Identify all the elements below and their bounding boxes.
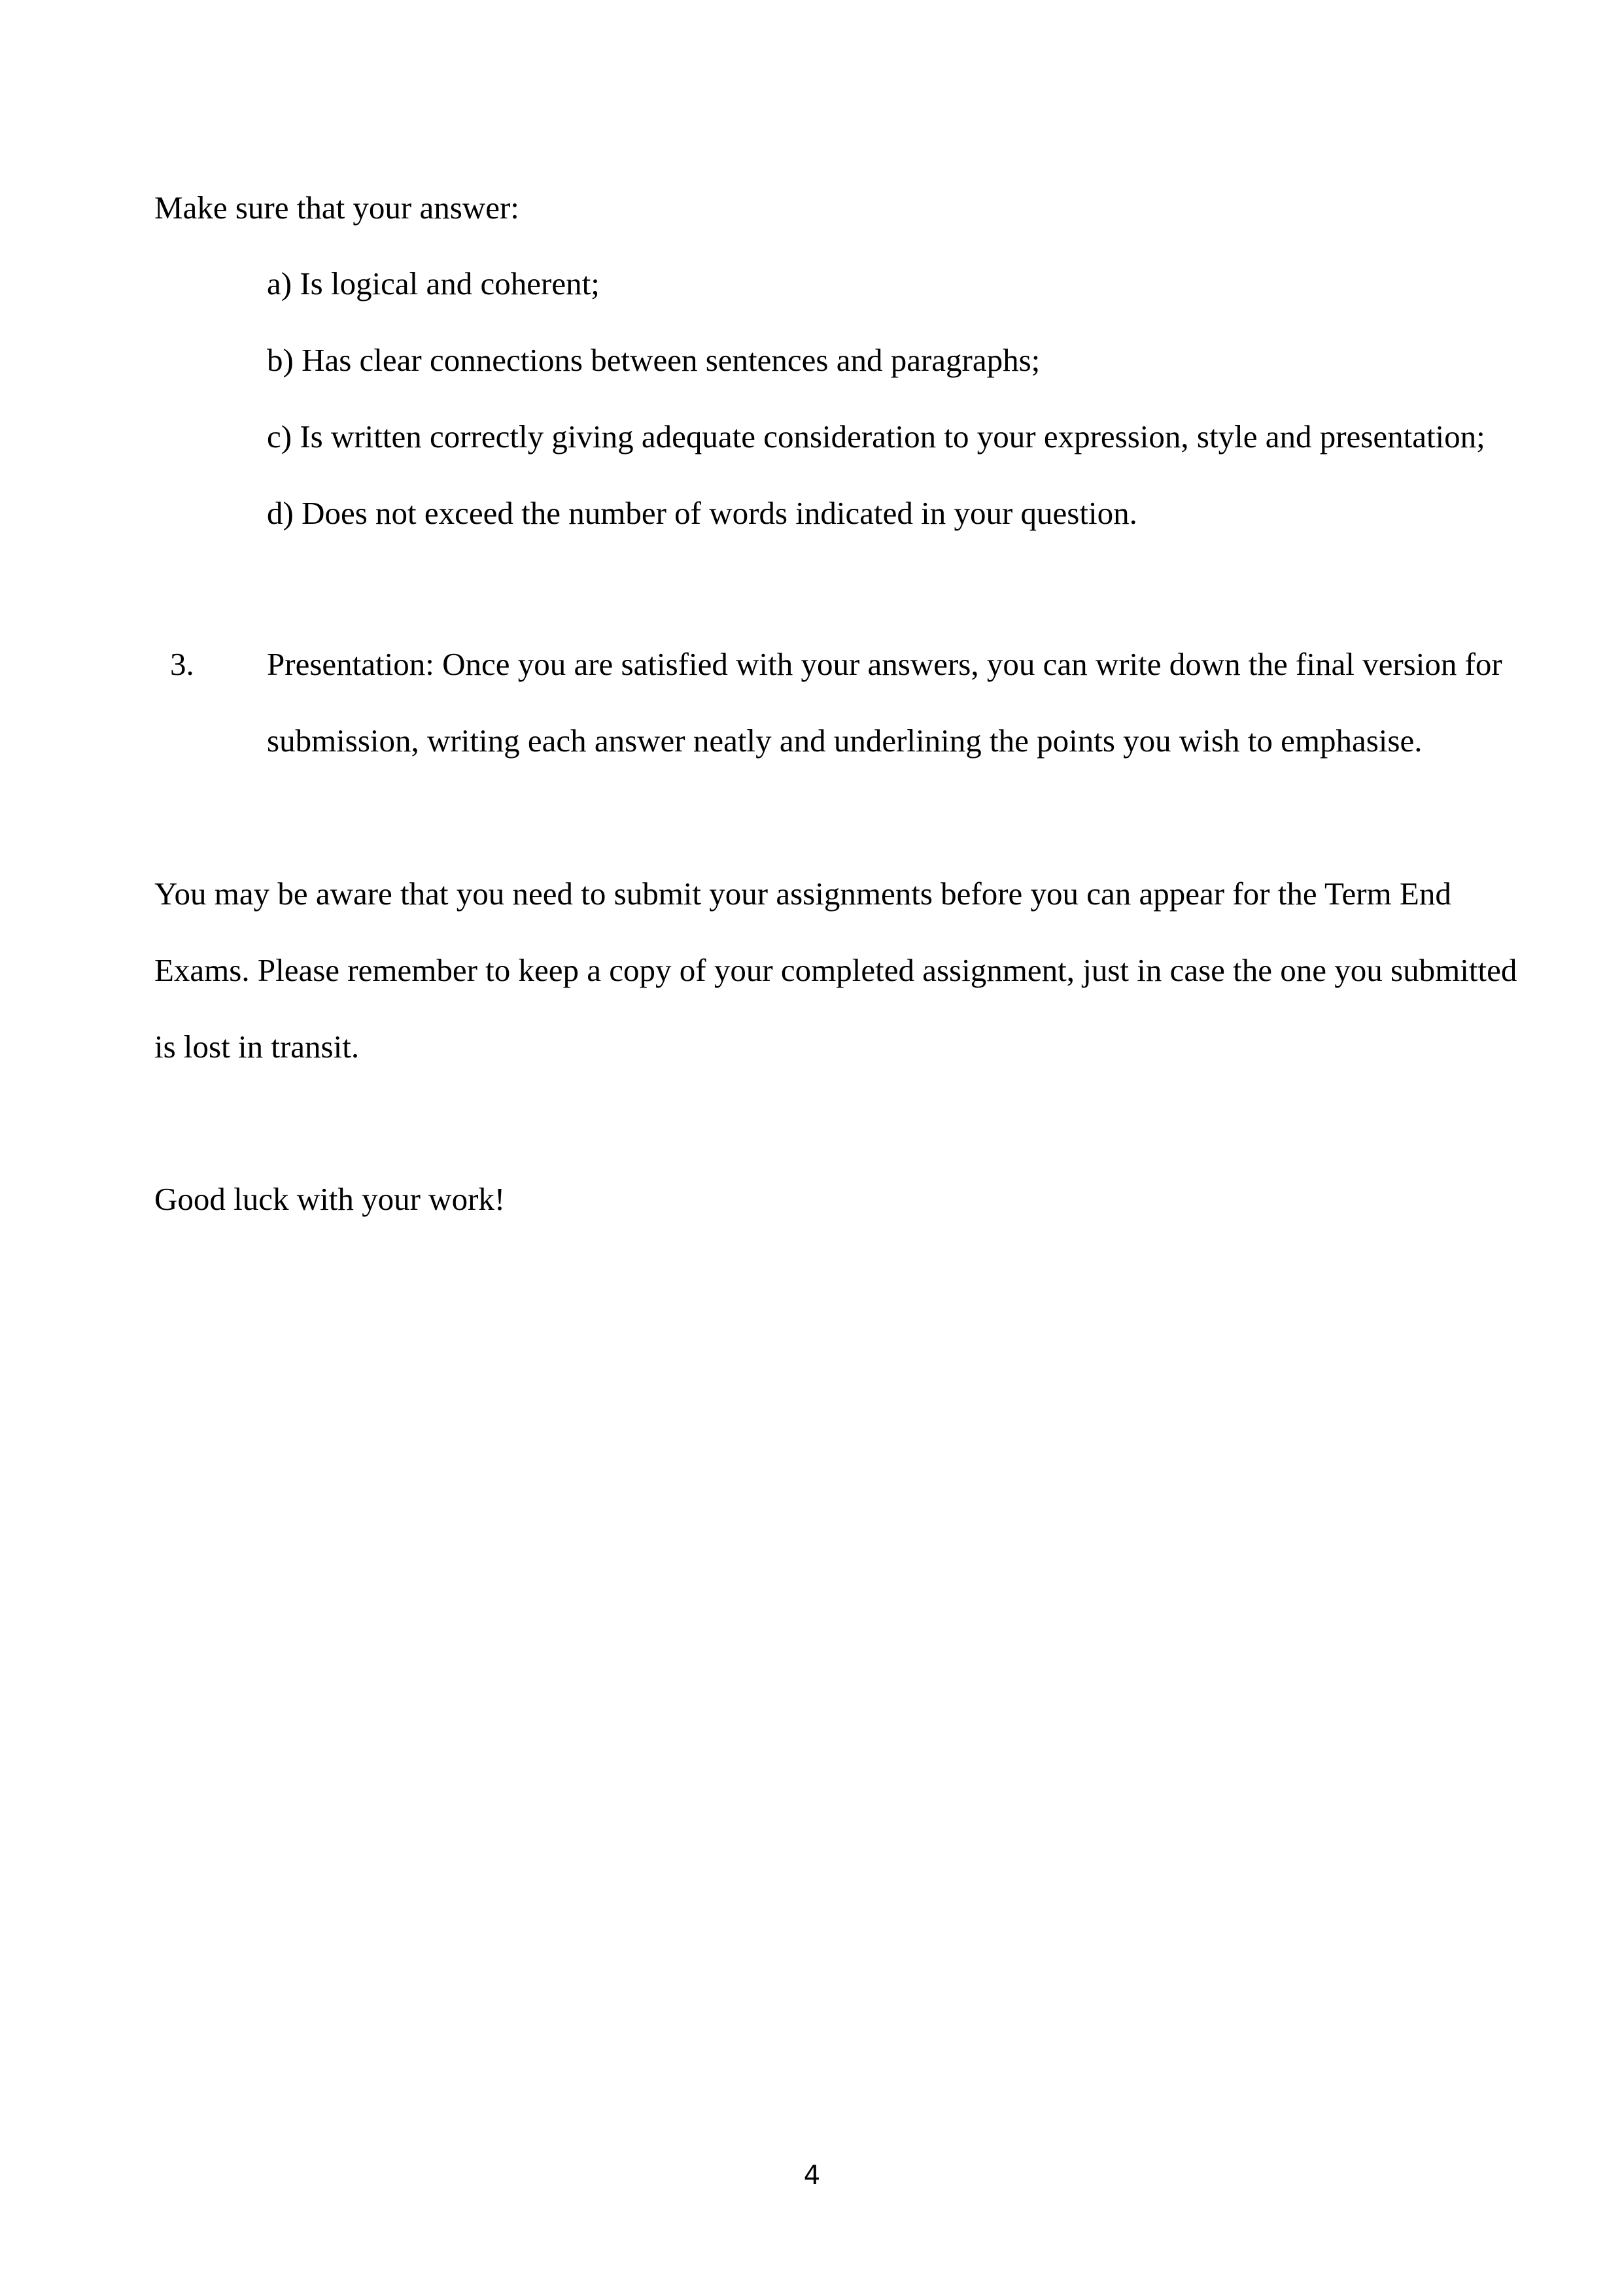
presentation-line-2: submission, writing each answer neatly and underlining the points you wish to emphasise. (267, 723, 1423, 759)
criterion-a: a) Is logical and coherent; (267, 266, 600, 301)
submission-paragraph-line-3: is lost in transit. (154, 1029, 360, 1065)
point-number: 3. (170, 646, 194, 682)
submission-paragraph-line-2: Exams. Please remember to keep a copy of your completed assignment, just in case the one you submitted (154, 952, 1517, 988)
closing-text: Good luck with your work! (154, 1181, 506, 1217)
criterion-c: c) Is written correctly giving adequate consideration to your expression, style and presentation; (267, 419, 1485, 454)
page-number: 4 (803, 2161, 821, 2191)
intro-text: Make sure that your answer: (154, 190, 519, 226)
criterion-b: b) Has clear connections between sentences and paragraphs; (267, 342, 1041, 378)
criterion-d: d) Does not exceed the number of words indicated in your question. (267, 495, 1137, 531)
submission-paragraph-line-1: You may be aware that you need to submit your assignments before you can appear for the Term End (154, 876, 1451, 912)
presentation-line-1: Presentation: Once you are satisfied with your answers, you can write down the final version for (267, 646, 1502, 682)
